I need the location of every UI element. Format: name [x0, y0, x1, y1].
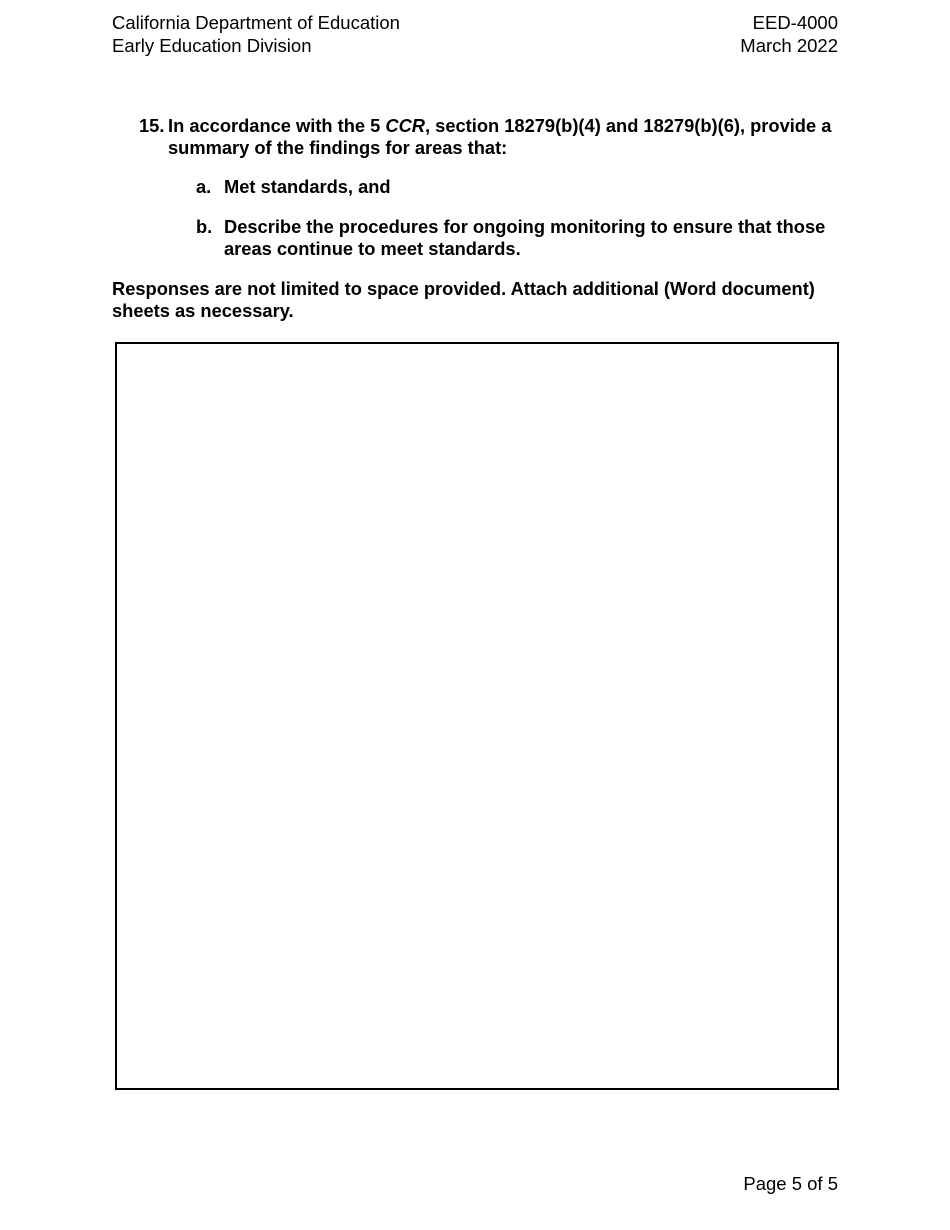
item-text: Met standards, and [224, 176, 391, 197]
question-number: 15. [139, 115, 165, 136]
header-organization [112, 11, 400, 57]
question-text-before-citation: In accordance with the 5 [168, 115, 386, 136]
response-instructions: Responses are not limited to space provided. Attach additional (Word document) sheets as necessary. [112, 278, 815, 321]
question-citation: CCR [385, 115, 426, 136]
question-15 [139, 115, 839, 159]
division-name: Early Education Division [112, 35, 312, 56]
question-text-after-citation: , section 18279(b)(4) and 18279(b)(6), provide a summary of the findings for areas that: [168, 115, 832, 158]
item-text: Describe the procedures for ongoing monitoring to ensure that those areas continue to meet standards. [224, 216, 826, 259]
header-form-info [740, 11, 838, 57]
question-item-a [196, 176, 846, 198]
item-letter: b. [196, 216, 213, 237]
form-date: March 2022 [740, 35, 838, 56]
form-id: EED-4000 [752, 12, 838, 33]
response-text-box[interactable] [115, 342, 839, 1090]
item-letter: a. [196, 176, 212, 197]
department-name: California Department of Education [112, 12, 400, 33]
question-text [168, 115, 839, 159]
question-item-b [196, 216, 846, 260]
page-number: Page 5 of 5 [743, 1173, 838, 1194]
